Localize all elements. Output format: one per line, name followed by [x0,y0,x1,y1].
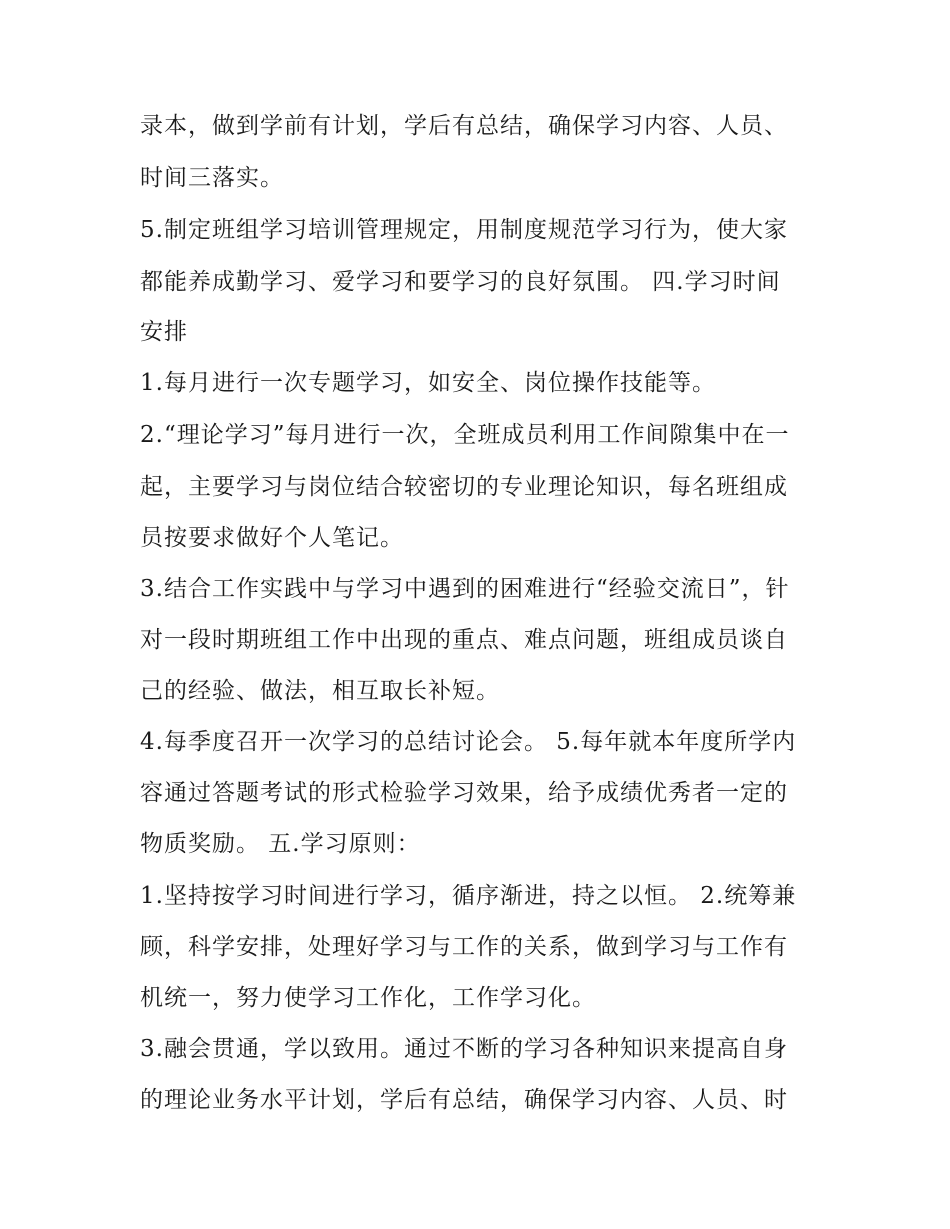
text-line: 顾，科学安排，处理好学习与工作的关系，做到学习与工作有 [140,934,788,960]
text-line: 2.“理论学习”每月进行一次，全班成员利用工作间隙集中在一 [140,422,790,448]
text-line: 机统一，努力使学习工作化，工作学习化。 [140,985,596,1011]
text-line: 对一段时期班组工作中出现的重点、难点问题，班组成员谈自 [140,627,788,653]
text-line: 员按要求做好个人笔记。 [140,525,404,551]
text-line: 3.结合工作实践中与学习中遇到的困难进行“经验交流日”，针 [140,576,790,602]
text-line: 起，主要学习与岗位结合较密切的专业理论知识，每名班组成 [140,474,788,500]
text-line: 录本，做到学前有计划，学后有总结，确保学习内容、人员、 [140,113,788,139]
text-line: 的理论业务水平计划，学后有总结，确保学习内容、人员、时 [140,1087,788,1113]
text-line: 4.每季度召开一次学习的总结讨论会。 5.每年就本年度所学内 [140,729,797,755]
text-line: 容通过答题考试的形式检验学习效果，给予成绩优秀者一定的 [140,780,788,806]
text-line: 3.融会贯通，学以致用。通过不断的学习各种知识来提高自身 [140,1036,788,1062]
text-line: 1.坚持按学习时间进行学习，循序渐进，持之以恒。 2.统筹兼 [140,883,797,909]
text-line: 时间三落实。 [140,165,284,191]
text-line: 1.每月进行一次专题学习，如安全、岗位操作技能等。 [140,370,716,396]
text-line: 安排 [140,319,188,345]
text-line: 己的经验、做法，相互取长补短。 [140,678,500,704]
text-line: 物质奖励。 五.学习原则： [140,831,421,857]
text-line: 都能养成勤学习、爱学习和要学习的良好氛围。 四.学习时间 [140,269,781,295]
text-line: 5.制定班组学习培训管理规定，用制度规范学习行为，使大家 [140,217,788,243]
